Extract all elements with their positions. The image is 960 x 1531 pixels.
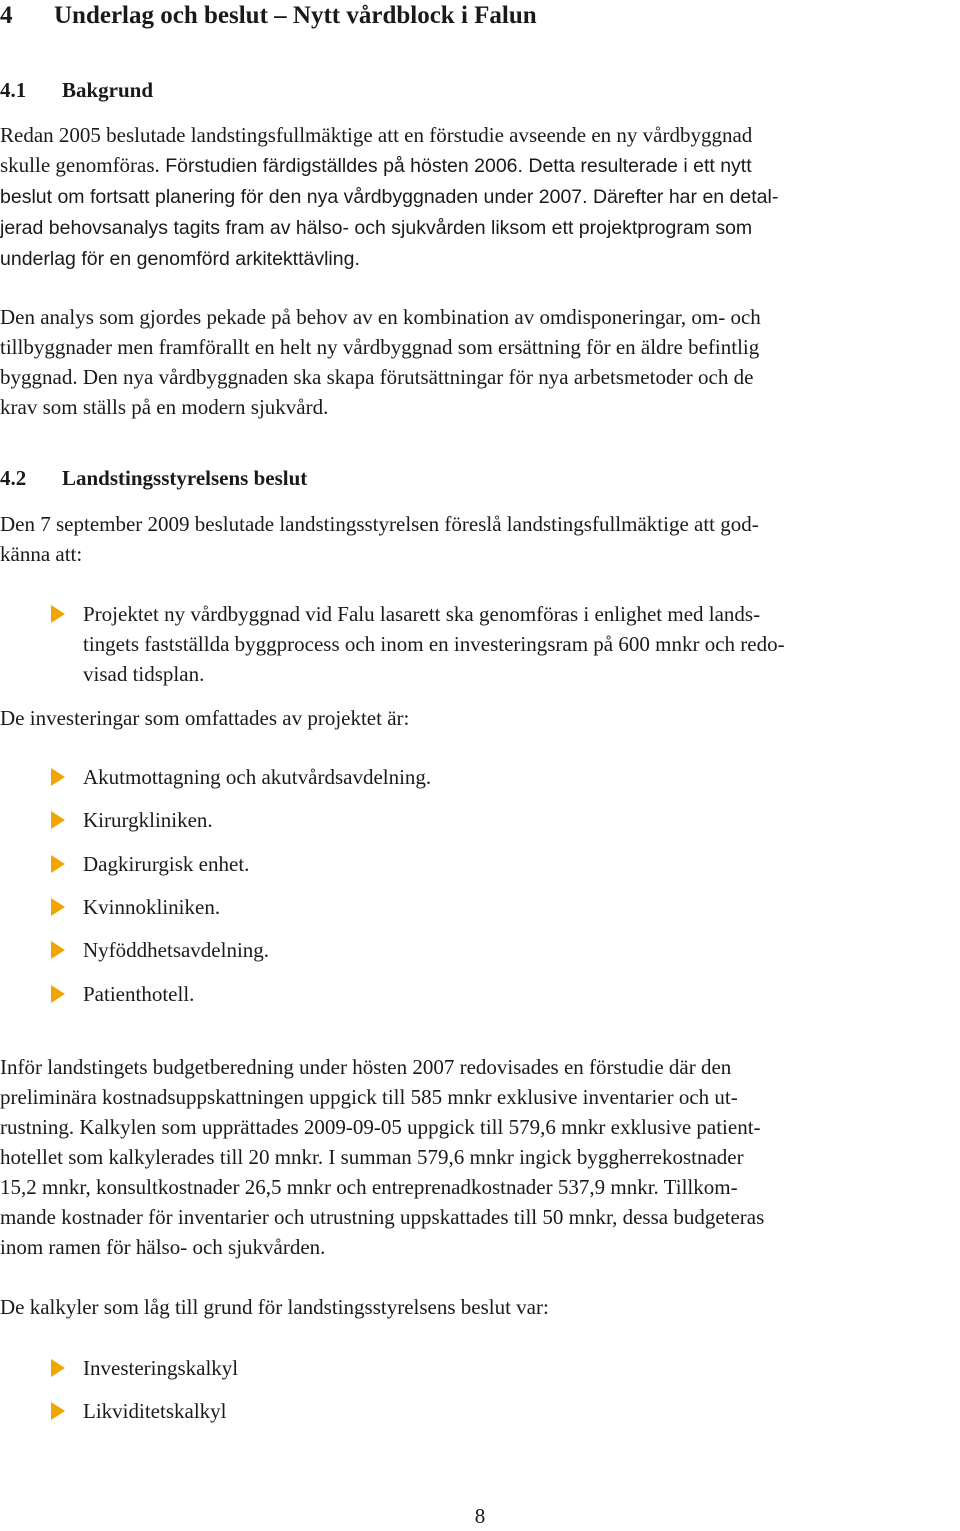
section-heading-beslut	[0, 466, 307, 491]
list-item-text: Projektet ny vårdbyggnad vid Falu lasarett ska genomföras i enlighet med lands- tingets fastställda byggprocess och inom en investeringsram på 600 mnkr och redo- visad tidsplan.	[83, 602, 785, 686]
list-item-text: Investeringskalkyl	[83, 1356, 239, 1380]
list-item-text: Akutmottagning och akutvårdsavdelning.	[83, 765, 432, 789]
triangle-bullet-icon	[51, 855, 65, 873]
section-number: 4.2	[0, 466, 27, 490]
section-title: Bakgrund	[62, 78, 154, 102]
triangle-bullet-icon	[51, 898, 65, 916]
paragraph-beslut-intro: Den 7 september 2009 beslutade landstingsstyrelsen föreslå landstingsfullmäktige att god- känna att:	[0, 512, 759, 566]
paragraph-sans-text: Förstudien färdigställdes på hösten 2006. Detta resulterade i ett nytt beslut om fortsatt planering för den nya vårdbyggnaden under 2007. Därefter har en detal- jerad behovsanalys tagits fram av hälso- och sjukvården liksom ett projektprogram som underlag för en genomförd arkitekttävling.	[0, 155, 779, 270]
paragraph-bakgrund-2: Den analys som gjordes pekade på behov av en kombination av omdisponeringar, om- och tillbyggnader men framförallt en helt ny vårdbyggnad som ersättning för en äldre befintlig byggnad. Den nya vårdbyggnaden ska skapa förutsättningar för nya arbetsmetoder och de krav som ställs på en modern sjukvård.	[0, 305, 761, 419]
list-item-text: Likviditetskalkyl	[83, 1399, 227, 1423]
section-title: Landstingsstyrelsens beslut	[62, 466, 308, 490]
list-item-text: Nyföddhetsavdelning.	[83, 938, 270, 962]
paragraph-investments-intro: De investeringar som omfattades av projektet är:	[0, 706, 410, 730]
triangle-bullet-icon	[51, 941, 65, 959]
chapter-number: 4	[0, 2, 13, 29]
triangle-bullet-icon	[51, 605, 65, 623]
paragraph-line: Redan 2005 beslutade landstingsfullmäktige att en förstudie avseende en ny vårdbyggnad	[0, 123, 753, 147]
list-item-text: Patienthotell.	[83, 982, 195, 1006]
list-item-text: Kvinnokliniken.	[83, 895, 221, 919]
triangle-bullet-icon	[51, 985, 65, 1003]
paragraph-bakgrund-1	[0, 120, 958, 274]
paragraph-line: skulle genomföras.	[0, 153, 160, 177]
page-number: 8	[474, 1504, 486, 1528]
triangle-bullet-icon	[51, 1402, 65, 1420]
paragraph-budget: Inför landstingets budgetberedning under hösten 2007 redovisades en förstudie där den preliminära kostnadsuppskattningen uppgick till 585 mnkr exklusive inventarier och ut- rustning. Kalkylen som upprättades 2009-09-05 uppgick till 579,6 mnkr exklusive patient- hotellet som kalkylerades till 20 mnkr. I summan 579,6 mnkr ingick byggherrekostnader 15,2 mnkr, konsultkostnader 26,5 mnkr och entreprenadkostnader 537,9 mnkr. Tillkom- mande kostnader för inventarier och utrustning uppskattades till 50 mnkr, dessa budgeteras inom ramen för hälso- och sjukvården.	[0, 1055, 765, 1259]
section-heading-bakgrund	[0, 78, 153, 103]
triangle-bullet-icon	[51, 811, 65, 829]
section-number: 4.1	[0, 78, 27, 102]
chapter-heading	[0, 2, 537, 30]
list-item-text: Kirurgkliniken.	[83, 808, 213, 832]
paragraph-calc-intro: De kalkyler som låg till grund för landstingsstyrelsens beslut var:	[0, 1295, 549, 1319]
list-item-text: Dagkirurgisk enhet.	[83, 852, 250, 876]
triangle-bullet-icon	[51, 768, 65, 786]
chapter-title: Underlag och beslut – Nytt vårdblock i Falun	[54, 2, 537, 29]
triangle-bullet-icon	[51, 1359, 65, 1377]
